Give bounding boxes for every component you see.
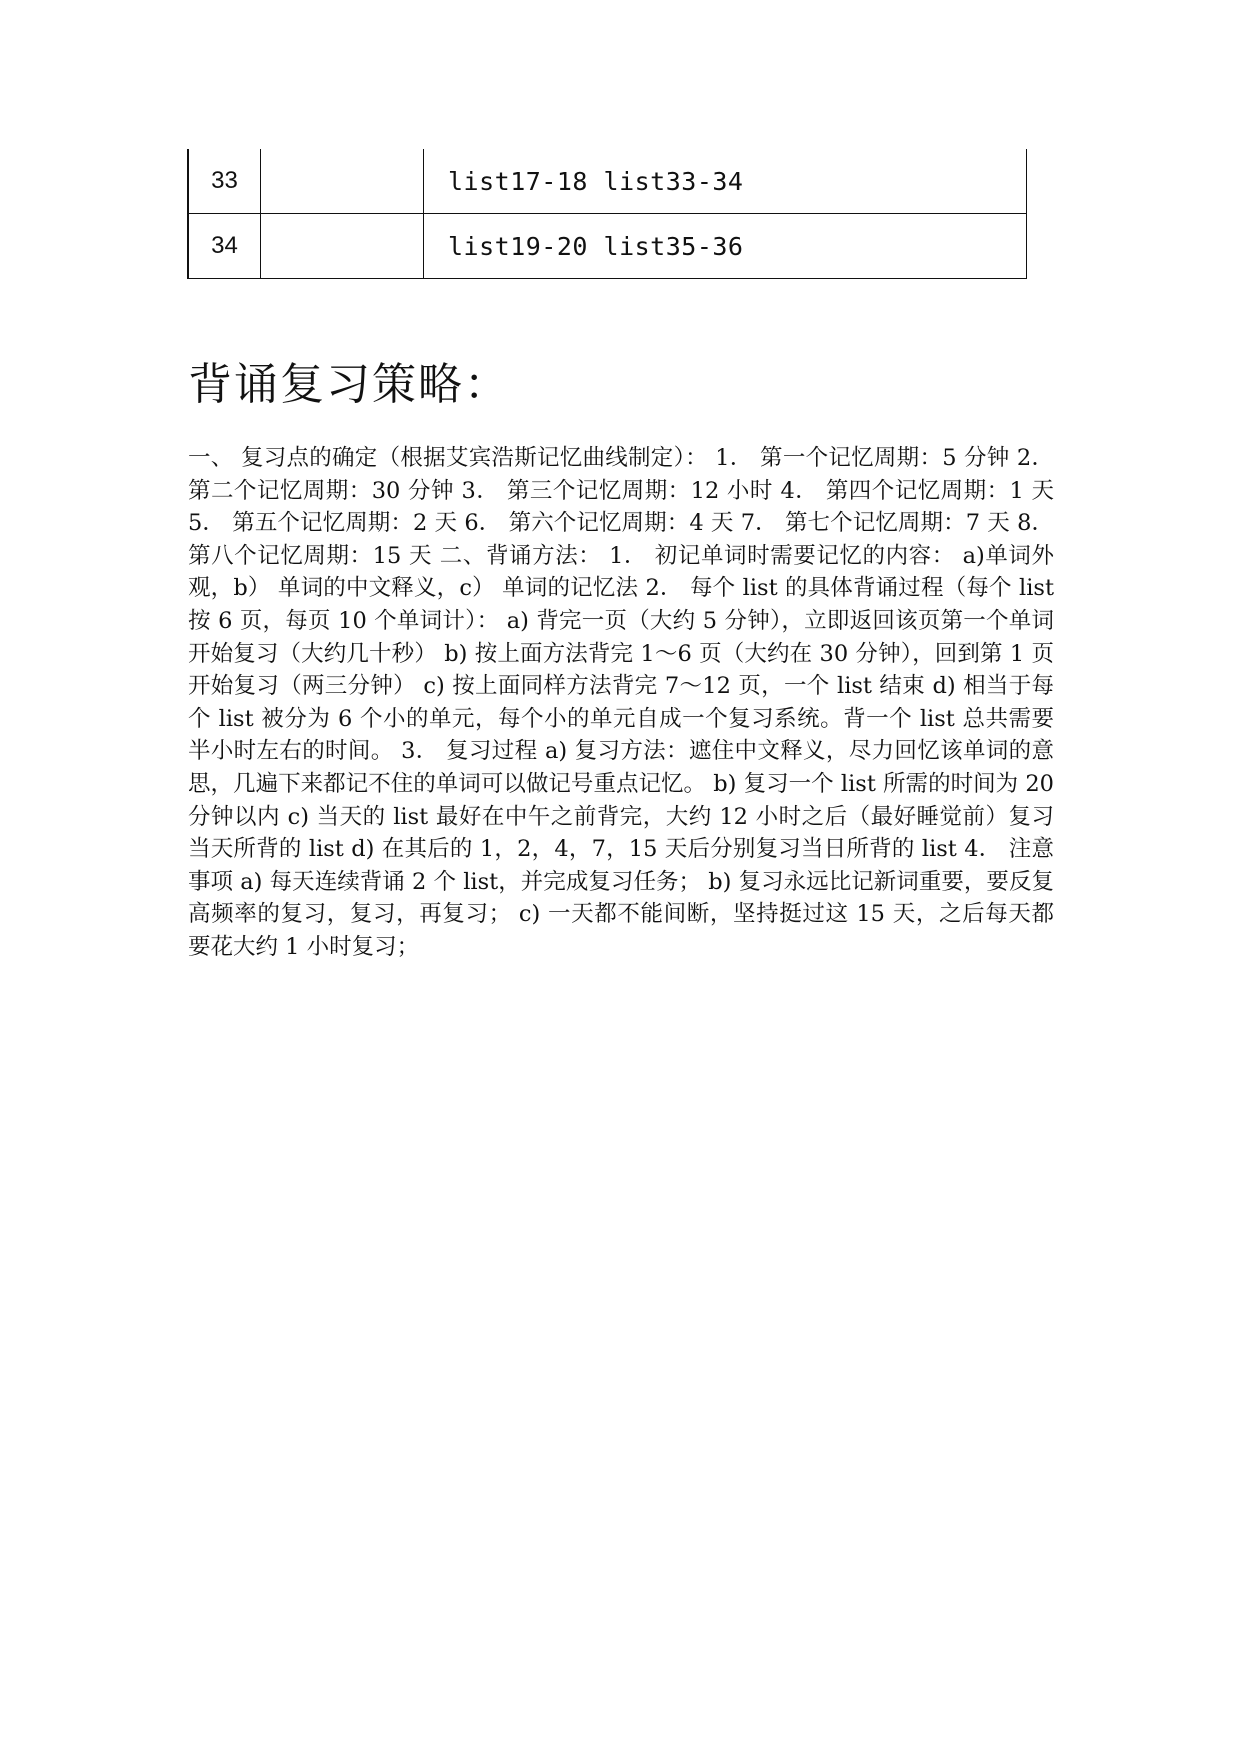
section-title: 背诵复习策略：	[188, 359, 510, 410]
lists-cell: list19-20 list35-36	[424, 214, 1027, 279]
day-cell: 34	[188, 214, 261, 279]
table-row	[188, 149, 1027, 214]
day-cell: 33	[188, 149, 261, 214]
schedule-table	[187, 149, 1027, 279]
table-row	[188, 214, 1027, 279]
strategy-paragraph: 一、 复习点的确定（根据艾宾浩斯记忆曲线制定）： 1． 第一个记忆周期：5 分钟 2． 第二个记忆周期：30 分钟 3． 第三个记忆周期：12 小时 4． 第四个记忆周期：1 天 5． 第五个记忆周期：2 天 6． 第六个记忆周期：4 天 7． 第七个记忆周期：7 天 8． 第八个记忆周期：15 天 二、背诵方法： 1． 初记单词时需要记忆的内容： a)单词外观，b） 单词的中文释义，c） 单词的记忆法 2． 每个 list 的具体背诵过程（每个 list 按 6 页，每页 10 个单词计）： a) 背完一页（大约 5 分钟），立即返回该页第一个单词开始复习（大约几十秒） b) 按上面方法背完 1～6 页（大约在 30 分钟），回到第 1 页开始复习（两三分钟） c) 按上面同样方法背完 7～12 页，一个 list 结束 d) 相当于每个 list 被分为 6 个小的单元，每个小的单元自成一个复习系统。背一个 list 总共需要半小时左右的时间。 3． 复习过程 a) 复习方法：遮住中文释义，尽力回忆该单词的意思，几遍下来都记不住的单词可以做记号重点记忆。 b) 复习一个 list 所需的时间为 20 分钟以内 c) 当天的 list 最好在中午之前背完，大约 12 小时之后（最好睡觉前）复习当天所背的 list d) 在其后的 1，2，4，7，15 天后分别复习当日所背的 list 4． 注意事项 a) 每天连续背诵 2 个 list，并完成复习任务； b) 复习永远比记新词重要，要反复高频率的复习，复习，再复习； c) 一天都不能间断，坚持挺过这 15 天，之后每天都要花大约 1 小时复习；	[188, 445, 1054, 960]
note-cell	[261, 149, 424, 214]
lists-cell: list17-18 list33-34	[424, 149, 1027, 214]
note-cell	[261, 214, 424, 279]
